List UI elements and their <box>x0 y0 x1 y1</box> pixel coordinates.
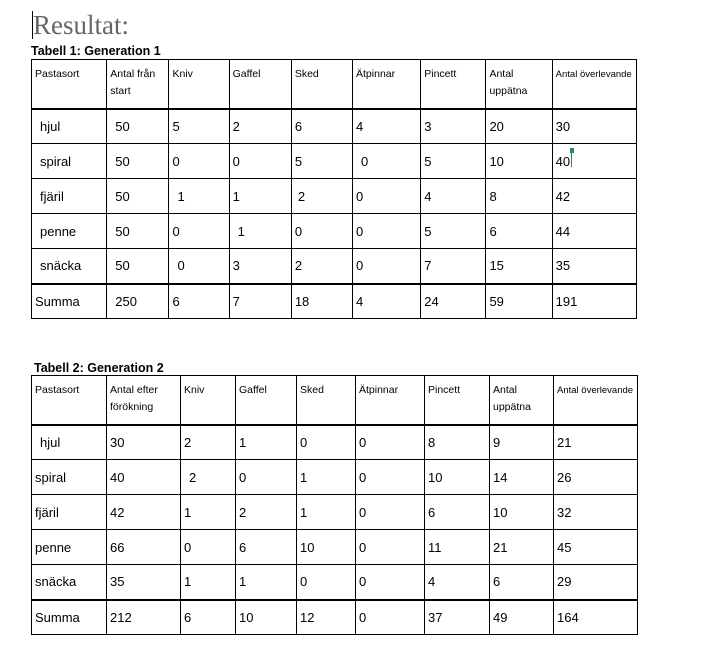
table-cell[interactable]: 3 <box>229 249 291 284</box>
header-cell[interactable]: Pastasort <box>32 60 107 109</box>
table-row <box>32 214 637 249</box>
table-cell[interactable]: 5 <box>291 144 352 179</box>
table-cell[interactable]: 3 <box>421 109 486 144</box>
header-cell[interactable]: Sked <box>297 376 356 425</box>
header-cell[interactable]: Ätpinnar <box>353 60 421 109</box>
table-cell[interactable]: fjäril <box>32 179 107 214</box>
table-cell[interactable]: 29 <box>554 565 638 600</box>
table-cell[interactable]: 59 <box>486 284 552 319</box>
table-cell[interactable]: 49 <box>490 600 554 635</box>
table-cell[interactable]: 0 <box>353 249 421 284</box>
table-cell[interactable]: 7 <box>421 249 486 284</box>
table-cell[interactable]: 11 <box>425 530 490 565</box>
table-generation-2 <box>31 375 638 635</box>
table2-caption[interactable]: Tabell 2: Generation 2 <box>34 361 164 375</box>
table-cell[interactable]: 50 <box>107 214 169 249</box>
table-cell[interactable]: 10 <box>490 495 554 530</box>
table-cell[interactable]: 9 <box>490 425 554 460</box>
table-cell[interactable]: 5 <box>421 214 486 249</box>
table-cell[interactable]: 1 <box>297 495 356 530</box>
header-cell[interactable]: Gaffel <box>229 60 291 109</box>
table-cell[interactable]: 1 <box>297 460 356 495</box>
table-row <box>32 249 637 284</box>
header-cell[interactable]: Pincett <box>421 60 486 109</box>
header-cell[interactable]: Pastasort <box>32 376 107 425</box>
table-cell[interactable]: 191 <box>552 284 636 319</box>
header-cell[interactable]: Antal överlevande <box>554 376 638 425</box>
table-cell[interactable]: 0 <box>356 565 425 600</box>
table-header-row <box>32 376 638 425</box>
table-cell[interactable]: 2 <box>291 249 352 284</box>
table-cell[interactable]: 24 <box>421 284 486 319</box>
table-cell[interactable]: 0 <box>169 214 229 249</box>
table-cell[interactable]: snäcka <box>32 565 107 600</box>
table-cell[interactable]: 35 <box>552 249 636 284</box>
table-cell[interactable]: 50 <box>107 179 169 214</box>
table-cell[interactable]: 0 <box>356 425 425 460</box>
table-cell-active[interactable] <box>552 144 636 179</box>
table-row <box>32 109 637 144</box>
table-cell[interactable]: 2 <box>291 179 352 214</box>
table-cell[interactable]: spiral <box>32 144 107 179</box>
table-cell[interactable]: penne <box>32 214 107 249</box>
header-cell[interactable]: Antal uppätna <box>486 60 552 109</box>
table-cell[interactable]: 212 <box>107 600 181 635</box>
table-row <box>32 179 637 214</box>
header-cell[interactable]: Kniv <box>181 376 236 425</box>
table-cell[interactable]: 10 <box>236 600 297 635</box>
table-cell[interactable]: 6 <box>291 109 352 144</box>
table-cell-text: 40 <box>555 153 571 169</box>
table-cell[interactable]: 2 <box>229 109 291 144</box>
table-cell[interactable]: 0 <box>229 144 291 179</box>
table-cell[interactable]: hjul <box>32 109 107 144</box>
table-cell[interactable]: 37 <box>425 600 490 635</box>
table-cell[interactable]: 7 <box>229 284 291 319</box>
table-cell[interactable]: 8 <box>425 425 490 460</box>
table-cell[interactable]: 0 <box>169 249 229 284</box>
table-cell[interactable]: 5 <box>169 109 229 144</box>
table-row <box>32 495 638 530</box>
table-cell[interactable]: 42 <box>107 495 181 530</box>
table-cell[interactable]: 6 <box>425 495 490 530</box>
table-cell[interactable]: 6 <box>236 530 297 565</box>
table-row <box>32 144 637 179</box>
table-cell[interactable]: 21 <box>554 425 638 460</box>
table-row <box>32 565 638 600</box>
table-cell[interactable]: 1 <box>181 565 236 600</box>
table-cell[interactable]: penne <box>32 530 107 565</box>
table-cell[interactable]: 0 <box>356 495 425 530</box>
table-cell[interactable]: hjul <box>32 425 107 460</box>
table-cell[interactable]: 1 <box>236 565 297 600</box>
table-cell[interactable]: 2 <box>236 495 297 530</box>
table-cell[interactable]: 35 <box>107 565 181 600</box>
header-cell[interactable]: Ätpinnar <box>356 376 425 425</box>
table-cell[interactable]: 0 <box>353 179 421 214</box>
table-cell[interactable]: 4 <box>425 565 490 600</box>
table-row <box>32 530 638 565</box>
table-cell[interactable]: 10 <box>297 530 356 565</box>
table-cell[interactable]: 32 <box>554 495 638 530</box>
table-cell[interactable]: 30 <box>107 425 181 460</box>
table-cell[interactable]: spiral <box>32 460 107 495</box>
table-cell[interactable]: 5 <box>421 144 486 179</box>
table-cell[interactable]: 4 <box>421 179 486 214</box>
table1-caption[interactable]: Tabell 1: Generation 1 <box>31 44 161 58</box>
table-header-row <box>32 60 637 109</box>
table-cell[interactable]: 6 <box>169 284 229 319</box>
table-cell[interactable]: 42 <box>552 179 636 214</box>
table-cell[interactable]: 50 <box>107 109 169 144</box>
header-cell[interactable]: Pincett <box>425 376 490 425</box>
table-cell[interactable]: 1 <box>236 425 297 460</box>
table-cell[interactable]: 164 <box>554 600 638 635</box>
table-generation-1 <box>31 59 637 319</box>
table-cell[interactable]: 50 <box>107 249 169 284</box>
cell-cursor-handle-icon[interactable] <box>570 148 574 153</box>
table-cell[interactable]: snäcka <box>32 249 107 284</box>
header-cell[interactable]: Antal från start <box>107 60 169 109</box>
table-cell[interactable]: fjäril <box>32 495 107 530</box>
table-cell[interactable]: 1 <box>169 179 229 214</box>
table-cell[interactable]: 66 <box>107 530 181 565</box>
table-cell[interactable]: 0 <box>356 460 425 495</box>
table-cell[interactable]: 4 <box>353 109 421 144</box>
table-cell[interactable]: 44 <box>552 214 636 249</box>
table-cell[interactable]: 0 <box>353 214 421 249</box>
table-sum-row <box>32 284 637 319</box>
table-cell[interactable]: 0 <box>181 530 236 565</box>
header-cell[interactable]: Sked <box>291 60 352 109</box>
header-cell[interactable]: Antal uppätna <box>490 376 554 425</box>
table-cell[interactable]: 250 <box>107 284 169 319</box>
header-cell[interactable]: Kniv <box>169 60 229 109</box>
table-cell[interactable]: 20 <box>486 109 552 144</box>
table-cell[interactable]: 0 <box>291 214 352 249</box>
header-cell[interactable]: Gaffel <box>236 376 297 425</box>
table-cell[interactable]: 1 <box>181 495 236 530</box>
table-cell[interactable]: 10 <box>425 460 490 495</box>
page-heading[interactable]: Resultat: <box>33 10 129 40</box>
table-cell[interactable]: 45 <box>554 530 638 565</box>
table-cell[interactable]: 0 <box>297 565 356 600</box>
table-cell[interactable]: 0 <box>356 530 425 565</box>
table-cell[interactable]: 0 <box>353 144 421 179</box>
table-cell[interactable]: 4 <box>353 284 421 319</box>
table-row <box>32 425 638 460</box>
cell-text-cursor <box>571 153 572 167</box>
table-cell[interactable]: Summa <box>32 284 107 319</box>
active-cell-value <box>556 154 570 169</box>
table-cell[interactable]: 18 <box>291 284 352 319</box>
table-cell[interactable]: 0 <box>297 425 356 460</box>
table-cell[interactable]: 6 <box>486 214 552 249</box>
table-cell[interactable]: 21 <box>490 530 554 565</box>
table-cell[interactable]: 30 <box>552 109 636 144</box>
table-cell[interactable]: 2 <box>181 460 236 495</box>
table-cell[interactable]: 12 <box>297 600 356 635</box>
table-cell[interactable]: 0 <box>236 460 297 495</box>
table-cell[interactable]: 6 <box>490 565 554 600</box>
table-cell[interactable]: 1 <box>229 214 291 249</box>
table-cell[interactable]: 0 <box>169 144 229 179</box>
table-cell[interactable]: 1 <box>229 179 291 214</box>
table-cell[interactable]: Summa <box>32 600 107 635</box>
header-cell[interactable]: Antal efter förökning <box>107 376 181 425</box>
table-row <box>32 460 638 495</box>
table-cell[interactable]: 2 <box>181 425 236 460</box>
table-cell[interactable]: 10 <box>486 144 552 179</box>
table-sum-row <box>32 600 638 635</box>
table-cell[interactable]: 0 <box>356 600 425 635</box>
table-cell[interactable]: 40 <box>107 460 181 495</box>
header-cell[interactable]: Antal överlevande <box>552 60 636 109</box>
table-cell[interactable]: 14 <box>490 460 554 495</box>
table-cell[interactable]: 15 <box>486 249 552 284</box>
table-cell[interactable]: 26 <box>554 460 638 495</box>
table-cell[interactable]: 8 <box>486 179 552 214</box>
table-cell[interactable]: 50 <box>107 144 169 179</box>
table-cell[interactable]: 6 <box>181 600 236 635</box>
